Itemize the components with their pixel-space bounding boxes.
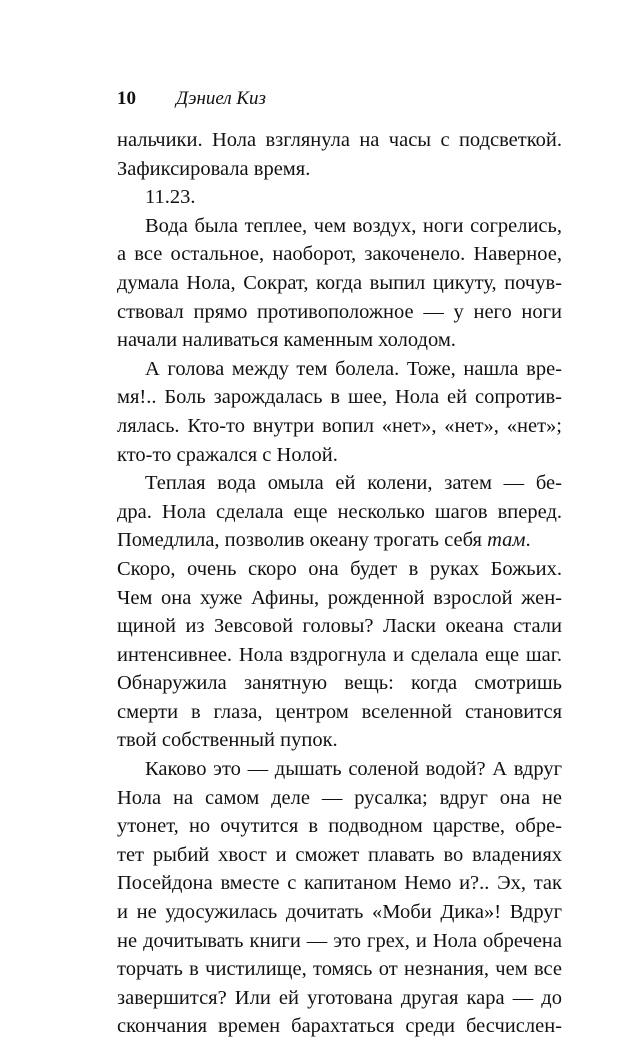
text-fragment: Помедлила, позволив океану трогать себя (117, 529, 488, 552)
text-line: Посейдона вместе с капитаном Немо и?.. Эх, так (117, 872, 562, 895)
text-line: утонет, но очутится в подводном царстве, обре- (117, 815, 562, 838)
body-text (117, 126, 562, 1041)
text-line: Скоро, очень скоро она будет в руках Божьих. (117, 557, 562, 580)
text-line: Теплая вода омыла ей колени, затем — бе- (145, 472, 562, 495)
text-line: кто-то сражался с Нолой. (117, 443, 338, 466)
text-line: тет рыбий хвост и сможет плавать во владениях (117, 843, 562, 866)
text-line: начали наливаться каменным холодом. (117, 329, 456, 352)
text-line: а все остальное, наоборот, закоченело. Наверное, (117, 243, 562, 266)
text-line: лялась. Кто-то внутри вопил «нет», «нет», «нет»; (117, 414, 562, 437)
text-line: А голова между тем болела. Тоже, нашла вре- (145, 357, 562, 380)
running-head (117, 84, 266, 114)
page-number: 10 (117, 88, 136, 109)
text-line: дра. Нола сделала еще несколько шагов вперед. (117, 500, 562, 523)
text-line: нальчики. Нола взглянула на часы с подсветкой. (117, 129, 562, 151)
text-line: интенсивнее. Нола вздрогнула и сделала еще шаг. (117, 643, 562, 666)
running-head-author: Дэниел Киз (176, 88, 266, 109)
italic-emphasis: там (487, 529, 526, 552)
text-line: смерти в глаза, центром вселенной становится (117, 700, 562, 723)
text-line: и не удосужилась дочитать «Моби Дика»! Вдруг (117, 901, 562, 924)
text-line: 11.23. (145, 186, 196, 209)
text-line: Обнаружила занятную вещь: когда смотришь (117, 672, 562, 695)
text-line: щиной из Зевсовой головы? Ласки океана стали (117, 615, 562, 638)
text-line: мя!.. Боль зарождалась в шее, Нола ей сопротив- (117, 386, 562, 409)
text-line: Зафиксировала время. (117, 157, 311, 180)
text-line: ствовал прямо противоположное — у него ноги (117, 300, 562, 323)
text-line: скончания времен барахтаться среди бесчислен- (117, 1015, 562, 1038)
text-line: думала Нола, Сократ, когда выпил цикуту, почув- (117, 271, 562, 294)
text-line (117, 526, 562, 555)
text-line: твой собственный пупок. (117, 729, 338, 752)
text-line: Каково это — дышать соленой водой? А вдруг (145, 758, 562, 781)
text-fragment: . (525, 529, 531, 552)
text-line: торчать в чистилище, томясь от незнания, чем все (117, 958, 562, 981)
text-line: не дочитывать книги — это грех, и Нола обречена (117, 929, 562, 952)
text-line: Нола на самом деле — русалка; вдруг она не (117, 786, 562, 809)
text-line: Вода была теплее, чем воздух, ноги согрелись, (145, 214, 562, 237)
text-line: завершится? Или ей уготована другая кара — до (117, 986, 562, 1009)
text-line: Чем она хуже Афины, рожденной взрослой жен- (117, 586, 562, 609)
